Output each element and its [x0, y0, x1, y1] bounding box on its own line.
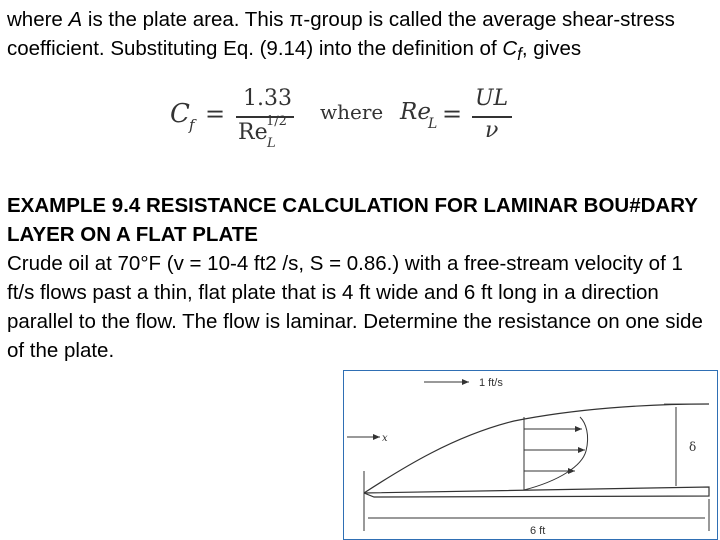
velocity-profile-curve	[524, 417, 588, 490]
intro-text-2: is the plate area. This π-group is called the average shear-stress coefficient. Substituting Eq. (9.14) into the definition of	[7, 8, 675, 60]
intro-text-3: , gives	[521, 37, 582, 60]
drag-coefficient-formula	[170, 86, 520, 156]
formula-where: where	[320, 100, 384, 124]
boundary-layer-figure	[344, 371, 716, 539]
intro-text-1: where	[7, 8, 69, 31]
boundary-layer-diagram	[343, 370, 718, 540]
cf-subscript: f	[517, 45, 522, 65]
formula-denominator-re: Re	[238, 120, 268, 145]
formula-re-subscript: L	[428, 116, 438, 132]
formula-denominator-subscript: L	[267, 136, 276, 151]
velocity-label: 1 ft/s	[479, 377, 503, 389]
formula-re-denominator: ν	[485, 118, 499, 143]
x-label: x	[382, 433, 388, 444]
formula-denominator-exponent: 1/2	[266, 114, 287, 129]
example-body: Crude oil at 70°F (v = 10-4 ft2 /s, S = 0.86.) with a free-stream velocity of 1 ft/s flows past a thin, flat plate that is 4 ft wide and 6 ft long in a direction parallel to the flow. The flow is laminar. Determine the resistance on one side of the plate.	[7, 252, 703, 362]
formula-re-letter: Re	[400, 99, 431, 125]
formula-equals-2: =	[442, 100, 463, 128]
length-label: 6 ft	[530, 525, 546, 537]
plate-area-symbol: A	[68, 8, 83, 31]
intro-paragraph	[7, 5, 713, 69]
formula-re-numerator: UL	[475, 86, 509, 111]
delta-label: δ	[689, 440, 697, 454]
cf-symbol: C	[502, 37, 518, 60]
flat-plate	[364, 487, 709, 497]
formula-cf-letter: C	[170, 99, 190, 129]
boundary-layer-edge	[364, 404, 709, 493]
formula-cf-subscript: f	[189, 116, 195, 134]
formula-equals-1: =	[205, 100, 226, 128]
example-title: EXAMPLE 9.4 RESISTANCE CALCULATION FOR LAMINAR BOU#DARY LAYER ON A FLAT PLATE	[7, 194, 698, 246]
formula-numerator: 1.33	[243, 86, 292, 111]
